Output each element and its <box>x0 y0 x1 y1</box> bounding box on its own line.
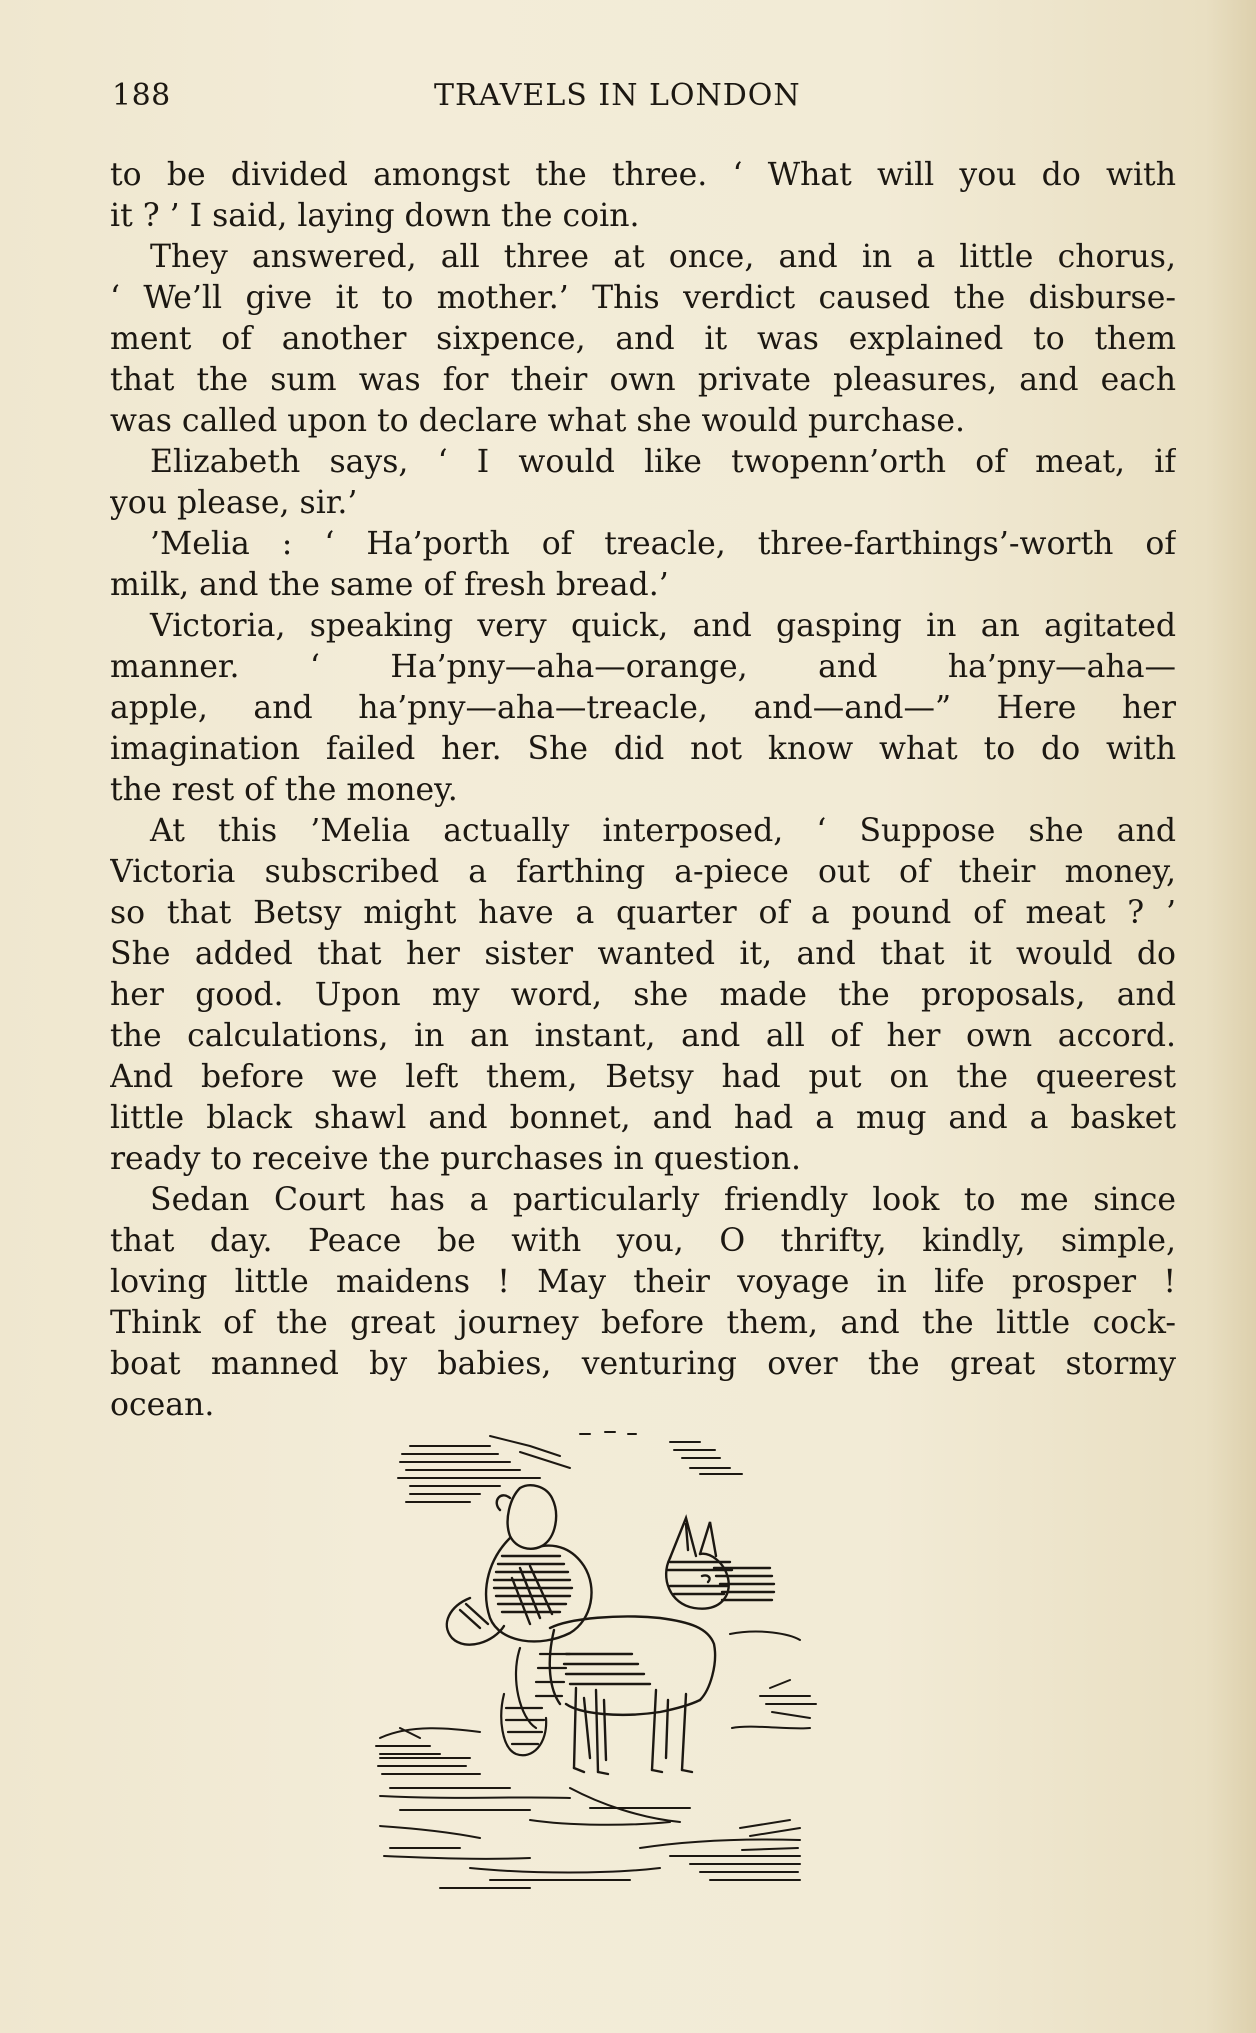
page-number: 188 <box>112 78 171 113</box>
text-line: manner. ‘ Ha’pny—aha—orange, and ha’pny—aha— <box>110 649 1176 685</box>
paragraph <box>110 155 1176 237</box>
text-line: ’Melia : ‘ Ha’porth of treacle, three-farthings’-worth of <box>150 526 1176 562</box>
text-line: the calculations, in an instant, and all of her own accord. <box>110 1018 1176 1054</box>
child-riding-donkey-engraving-icon <box>370 1428 950 1898</box>
text-line: you please, sir.’ <box>110 485 358 521</box>
text-line: loving little maidens ! May their voyage in life prosper ! <box>110 1264 1176 1300</box>
text-line: ready to receive the purchases in question. <box>110 1141 802 1177</box>
text-line: Elizabeth says, ‘ I would like twopenn’orth of meat, if <box>150 444 1176 480</box>
text-line: And before we left them, Betsy had put on the queerest <box>110 1059 1176 1095</box>
text-line: boat manned by babies, venturing over the great stormy <box>110 1346 1176 1382</box>
text-line: was called upon to declare what she would purchase. <box>110 403 965 439</box>
text-line: little black shawl and bonnet, and had a mug and a basket <box>110 1100 1176 1136</box>
page-header <box>112 78 1172 118</box>
sky-hatching <box>398 1432 742 1502</box>
text-line: ment of another sixpence, and it was explained to them <box>110 321 1176 357</box>
body-text <box>110 155 1176 1426</box>
text-line: that the sum was for their own private pleasures, and each <box>110 362 1176 398</box>
text-line: apple, and ha’pny—aha—treacle, and—and—” Here her <box>110 690 1176 726</box>
text-line: Victoria, speaking very quick, and gasping in an agitated <box>150 608 1176 644</box>
text-line: Think of the great journey before them, and the little cock- <box>110 1305 1176 1341</box>
text-line: imagination failed her. She did not know what to do with <box>110 731 1176 767</box>
text-line: to be divided amongst the three. ‘ What will you do with <box>110 157 1176 193</box>
paragraph <box>110 524 1176 606</box>
running-head: TRAVELS IN LONDON <box>434 78 801 113</box>
text-line: the rest of the money. <box>110 772 458 808</box>
paragraph <box>110 606 1176 811</box>
text-line: She added that her sister wanted it, and that it would do <box>110 936 1176 972</box>
text-line: At this ’Melia actually interposed, ‘ Suppose she and <box>150 813 1176 849</box>
paragraph <box>110 811 1176 1180</box>
paragraph <box>110 1180 1176 1426</box>
text-line: ocean. <box>110 1387 215 1423</box>
text-line: milk, and the same of fresh bread.’ <box>110 567 669 603</box>
paragraph <box>110 442 1176 524</box>
text-line: Victoria subscribed a farthing a-piece out of their money, <box>110 854 1176 890</box>
text-line: that day. Peace be with you, O thrifty, kindly, simple, <box>110 1223 1176 1259</box>
text-line: it ? ’ I said, laying down the coin. <box>110 198 640 234</box>
text-line: They answered, all three at once, and in a little chorus, <box>150 239 1176 275</box>
text-line: so that Betsy might have a quarter of a pound of meat ? ’ <box>110 895 1176 931</box>
text-line: Sedan Court has a particularly friendly look to me since <box>150 1182 1176 1218</box>
text-line: ‘ We’ll give it to mother.’ This verdict caused the disburse- <box>110 280 1176 316</box>
paragraph <box>110 237 1176 442</box>
donkey <box>550 1518 774 1774</box>
ground-hatching <box>376 1632 816 1888</box>
text-line: her good. Upon my word, she made the proposals, and <box>110 977 1176 1013</box>
